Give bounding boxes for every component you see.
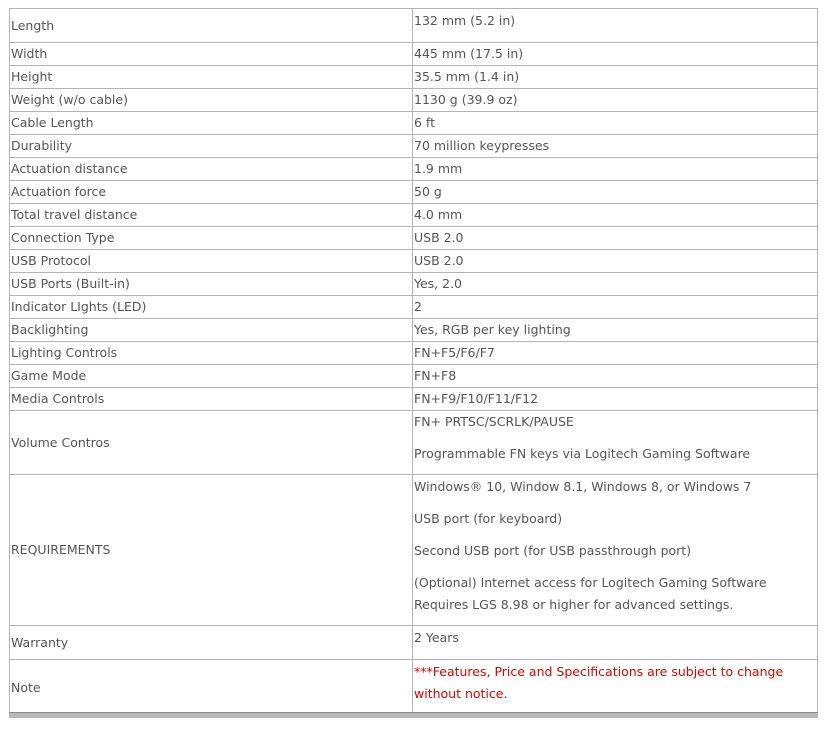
spec-label: Length bbox=[10, 9, 413, 43]
spec-value: FN+F5/F6/F7 bbox=[413, 342, 818, 365]
spec-row-width bbox=[10, 43, 818, 66]
spec-row-usb-protocol bbox=[10, 250, 818, 273]
spec-value: 2 Years bbox=[413, 626, 818, 660]
spec-row-game-mode bbox=[10, 365, 818, 388]
spec-value-line: FN+ PRTSC/SCRLK/PAUSE bbox=[414, 414, 574, 429]
spec-value-line: Second USB port (for USB passthrough port) bbox=[414, 543, 692, 558]
spec-value: 2 bbox=[413, 296, 818, 319]
spec-value: 132 mm (5.2 in) bbox=[413, 9, 818, 43]
spec-value bbox=[413, 475, 818, 626]
spec-row-backlighting bbox=[10, 319, 818, 342]
spec-value: 1130 g (39.9 oz) bbox=[413, 89, 818, 112]
spec-label: Media Controls bbox=[10, 388, 413, 411]
spec-label: USB Ports (Built-in) bbox=[10, 273, 413, 296]
spec-label: Durability bbox=[10, 135, 413, 158]
spec-row-usb-ports bbox=[10, 273, 818, 296]
spec-row-warranty bbox=[10, 626, 818, 660]
spec-label: Total travel distance bbox=[10, 204, 413, 227]
spec-value: Yes, 2.0 bbox=[413, 273, 818, 296]
spec-value-line: Programmable FN keys via Logitech Gaming Software bbox=[414, 446, 751, 461]
spec-value-line: (Optional) Internet access for Logitech Gaming Software Requires LGS 8.98 or higher for advanced settings. bbox=[414, 575, 767, 612]
spec-label: Actuation distance bbox=[10, 158, 413, 181]
spec-label: USB Protocol bbox=[10, 250, 413, 273]
specifications-table bbox=[9, 8, 818, 716]
spec-label: Cable Length bbox=[10, 112, 413, 135]
spec-row-durability bbox=[10, 135, 818, 158]
spec-row-connection-type bbox=[10, 227, 818, 250]
spec-label: Warranty bbox=[10, 626, 413, 660]
spec-row-requirements bbox=[10, 475, 818, 626]
spec-value: USB 2.0 bbox=[413, 227, 818, 250]
spec-value: 35.5 mm (1.4 in) bbox=[413, 66, 818, 89]
spec-row-cable-length bbox=[10, 112, 818, 135]
spec-row-media-controls bbox=[10, 388, 818, 411]
spec-label: Game Mode bbox=[10, 365, 413, 388]
spec-label: Backlighting bbox=[10, 319, 413, 342]
spec-value-line: USB port (for keyboard) bbox=[414, 511, 563, 526]
spec-row-actuation-distance bbox=[10, 158, 818, 181]
spec-label: Lighting Controls bbox=[10, 342, 413, 365]
spec-label: REQUIREMENTS bbox=[10, 475, 413, 626]
spec-value: 4.0 mm bbox=[413, 204, 818, 227]
spec-value: 50 g bbox=[413, 181, 818, 204]
spec-label: Connection Type bbox=[10, 227, 413, 250]
spec-value: Yes, RGB per key lighting bbox=[413, 319, 818, 342]
spec-value: 445 mm (17.5 in) bbox=[413, 43, 818, 66]
spec-label: Indicator LIghts (LED) bbox=[10, 296, 413, 319]
spec-label: Height bbox=[10, 66, 413, 89]
spec-label: Weight (w/o cable) bbox=[10, 89, 413, 112]
spec-row-total-travel bbox=[10, 204, 818, 227]
spec-value: USB 2.0 bbox=[413, 250, 818, 273]
spec-row-indicator-lights bbox=[10, 296, 818, 319]
spec-value: FN+F9/F10/F11/F12 bbox=[413, 388, 818, 411]
spec-value: 70 million keypresses bbox=[413, 135, 818, 158]
spec-row-actuation-force bbox=[10, 181, 818, 204]
spec-value bbox=[413, 660, 818, 716]
spec-value-line: Windows® 10, Window 8.1, Windows 8, or Windows 7 bbox=[414, 479, 752, 494]
spec-row-weight bbox=[10, 89, 818, 112]
spec-value: 1.9 mm bbox=[413, 158, 818, 181]
spec-label: Note bbox=[10, 660, 413, 716]
spec-value: 6 ft bbox=[413, 112, 818, 135]
spec-label: Width bbox=[10, 43, 413, 66]
horizontal-scrollbar[interactable] bbox=[9, 712, 818, 718]
spec-label: Volume Contros bbox=[10, 411, 413, 475]
spec-row-volume-controls bbox=[10, 411, 818, 475]
spec-row-lighting-controls bbox=[10, 342, 818, 365]
spec-row-height bbox=[10, 66, 818, 89]
disclaimer-text: ***Features, Price and Specifications are subject to change without notice. bbox=[414, 664, 784, 701]
spec-row-length bbox=[10, 9, 818, 43]
spec-value: FN+F8 bbox=[413, 365, 818, 388]
spec-value bbox=[413, 411, 818, 475]
spec-row-note bbox=[10, 660, 818, 716]
spec-label: Actuation force bbox=[10, 181, 413, 204]
